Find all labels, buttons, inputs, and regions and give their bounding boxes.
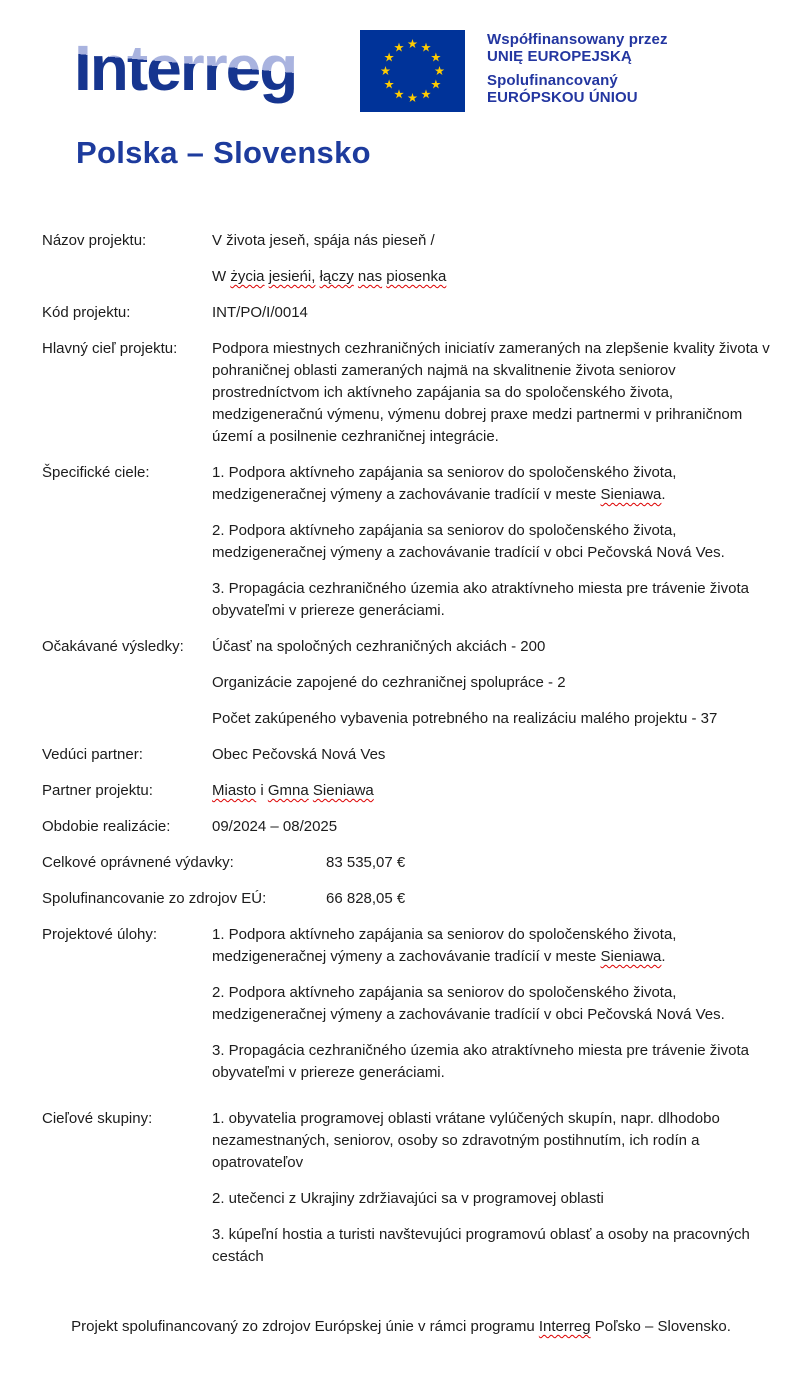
field-value (212, 780, 772, 816)
misspelled-text: piosenka (386, 268, 447, 285)
field-label: Partner projektu: (42, 782, 153, 799)
text-segment: Podpora miestnych cezhraničných iniciatív zameraných na zlepšenie kvality života v pohraničnej oblasti zameraných najmä na skvalitnenie života seniorov prostredníctvom ich aktívneho zapájania sa do spoločenského života, medzigeneračnú výmenu, výmenu dobrej praxe medzi partnermi v prihraničnom území a posilnenie cezhraničnej integrácie. (212, 340, 770, 445)
field-label: Cieľové skupiny: (42, 1110, 153, 1127)
text-segment: 66 828,05 € (326, 890, 406, 907)
field-label: Obdobie realizácie: (42, 818, 171, 835)
value-paragraph (212, 708, 772, 730)
field-row (42, 852, 772, 888)
field-value (212, 744, 772, 780)
text-segment: 3. kúpeľní hostia a turisti navštevujúci programovú oblasť a osoby na pracovných cestách (212, 1226, 750, 1265)
fields (42, 230, 772, 1282)
text-segment: 2. Podpora aktívneho zapájania sa seniorov do spoločenského života, medzigeneračnej výmeny a zachovávanie tradícií v obci Pečovská Nová Ves. (212, 984, 725, 1023)
text-segment: Obec Pečovská Nová Ves (212, 746, 386, 763)
field-value (212, 924, 772, 1098)
misspelled-text: Sieniawa (600, 486, 662, 503)
text-segment: 2. Podpora aktívneho zapájania sa seniorov do spoločenského života, medzigeneračnej výmeny a zachovávanie tradícií v obci Pečovská Nová Ves. (212, 522, 725, 561)
field-value (212, 302, 772, 338)
field-row (42, 636, 772, 744)
field-row (42, 744, 772, 780)
field-value (212, 338, 772, 462)
value-paragraph (212, 462, 772, 506)
field-value (212, 230, 772, 302)
text-segment: 1. obyvatelia programovej oblasti vrátane vylúčených skupín, napr. dlhodobo nezamestnaných, seniorov, osoby so zdravotným postihnutím, ich rodín a opatrovateľov (212, 1110, 720, 1171)
eu-cofinance-sk-line2: EURÓPSKOU ÚNIOU (487, 89, 638, 106)
value-paragraph (212, 780, 772, 802)
text-segment: Projekt spolufinancovaný zo zdrojov Európskej únie v rámci programu (71, 1318, 539, 1335)
value-paragraph (212, 520, 772, 564)
field-value (212, 816, 772, 852)
eu-cofinance-pl-line1: Współfinansowany przez (487, 31, 668, 48)
field-row (42, 230, 772, 302)
value-paragraph (326, 888, 772, 910)
text-segment: . (661, 948, 666, 965)
misspelled-text: Gmna (267, 782, 309, 799)
misspelled-text: Miasto (212, 782, 257, 799)
misspelled-text: łączy (319, 268, 354, 285)
text-segment: 1. Podpora aktívneho zapájania sa seniorov do spoločenského života, medzigeneračnej výmeny a zachovávanie tradícií v meste (212, 464, 677, 503)
value-paragraph (212, 1224, 772, 1268)
value-paragraph (212, 672, 772, 694)
text-segment: INT/PO/I/0014 (212, 304, 308, 321)
value-paragraph (212, 302, 772, 324)
text-segment: V života jeseň, spája nás pieseň / (212, 232, 435, 249)
value-paragraph (212, 1188, 772, 1210)
field-label: Hlavný cieľ projektu: (42, 340, 178, 357)
interreg-logo: Interreg (74, 32, 297, 104)
misspelled-text: Sieniawa (312, 782, 374, 799)
field-value (326, 888, 772, 924)
text-segment: Účasť na spoločných cezhraničných akciách - 200 (212, 638, 546, 655)
value-paragraph (212, 338, 772, 448)
field-row (42, 338, 772, 462)
value-paragraph (212, 1108, 772, 1174)
value-paragraph (212, 924, 772, 968)
field-value (212, 1108, 772, 1282)
field-value (326, 852, 772, 888)
field-row (42, 1108, 772, 1282)
eu-cofinance-pl-line2: UNIĘ EUROPEJSKĄ (487, 48, 632, 65)
field-label: Názov projektu: (42, 232, 147, 249)
value-paragraph (212, 816, 772, 838)
field-label: Kód projektu: (42, 304, 131, 321)
text-segment: Organizácie zapojené do cezhraničnej spolupráce - 2 (212, 674, 566, 691)
program-title: Polska – Slovensko (76, 135, 371, 170)
value-paragraph (212, 744, 772, 766)
value-paragraph (212, 578, 772, 622)
text-segment: 83 535,07 € (326, 854, 406, 871)
field-label: Spolufinancovanie zo zdrojov EÚ: (42, 890, 267, 907)
field-row (42, 816, 772, 852)
footer-note (0, 1316, 802, 1338)
text-segment: Počet zakúpeného vybavenia potrebného na realizáciu malého projektu - 37 (212, 710, 718, 727)
field-row (42, 888, 772, 924)
text-segment: 1. Podpora aktívneho zapájania sa seniorov do spoločenského života, medzigeneračnej výmeny a zachovávanie tradícií v meste (212, 926, 677, 965)
misspelled-text: nas (357, 268, 383, 285)
field-row (42, 780, 772, 816)
misspelled-text: Interreg (538, 1318, 591, 1335)
field-label: Očakávané výsledky: (42, 638, 184, 655)
value-paragraph (212, 1040, 772, 1084)
value-paragraph (326, 852, 772, 874)
value-paragraph (212, 982, 772, 1026)
text-segment: 09/2024 – 08/2025 (212, 818, 338, 835)
field-row (42, 302, 772, 338)
field-label: Celkové oprávnené výdavky: (42, 854, 234, 871)
eu-flag-icon (360, 30, 465, 112)
field-label: Projektové úlohy: (42, 926, 158, 943)
field-label: Špecifické ciele: (42, 464, 150, 481)
field-value (212, 462, 772, 636)
value-paragraph (212, 266, 772, 288)
misspelled-text: życia (230, 268, 265, 285)
value-paragraph (212, 636, 772, 658)
eu-cofinance-sk-line1: Spolufinancovaný (487, 72, 618, 89)
field-label: Vedúci partner: (42, 746, 143, 763)
text-segment: 3. Propagácia cezhraničného územia ako atraktívneho miesta pre trávenie života obyvateľmi v priereze generáciami. (212, 1042, 749, 1081)
text-segment: 3. Propagácia cezhraničného územia ako atraktívneho miesta pre trávenie života obyvateľmi v priereze generáciami. (212, 580, 749, 619)
value-paragraph (212, 230, 772, 252)
field-value (212, 636, 772, 744)
text-segment: W (212, 268, 231, 285)
field-row (42, 924, 772, 1098)
text-segment: . (661, 486, 666, 503)
text-segment: i (256, 782, 268, 799)
text-segment: 2. utečenci z Ukrajiny zdržiavajúci sa v programovej oblasti (212, 1190, 604, 1207)
field-row (42, 462, 772, 636)
eu-cofinance-text (487, 31, 668, 106)
misspelled-text: Sieniawa (600, 948, 662, 965)
text-segment: Poľsko – Slovensko. (590, 1318, 731, 1335)
misspelled-text: jesieńi, (268, 268, 316, 285)
